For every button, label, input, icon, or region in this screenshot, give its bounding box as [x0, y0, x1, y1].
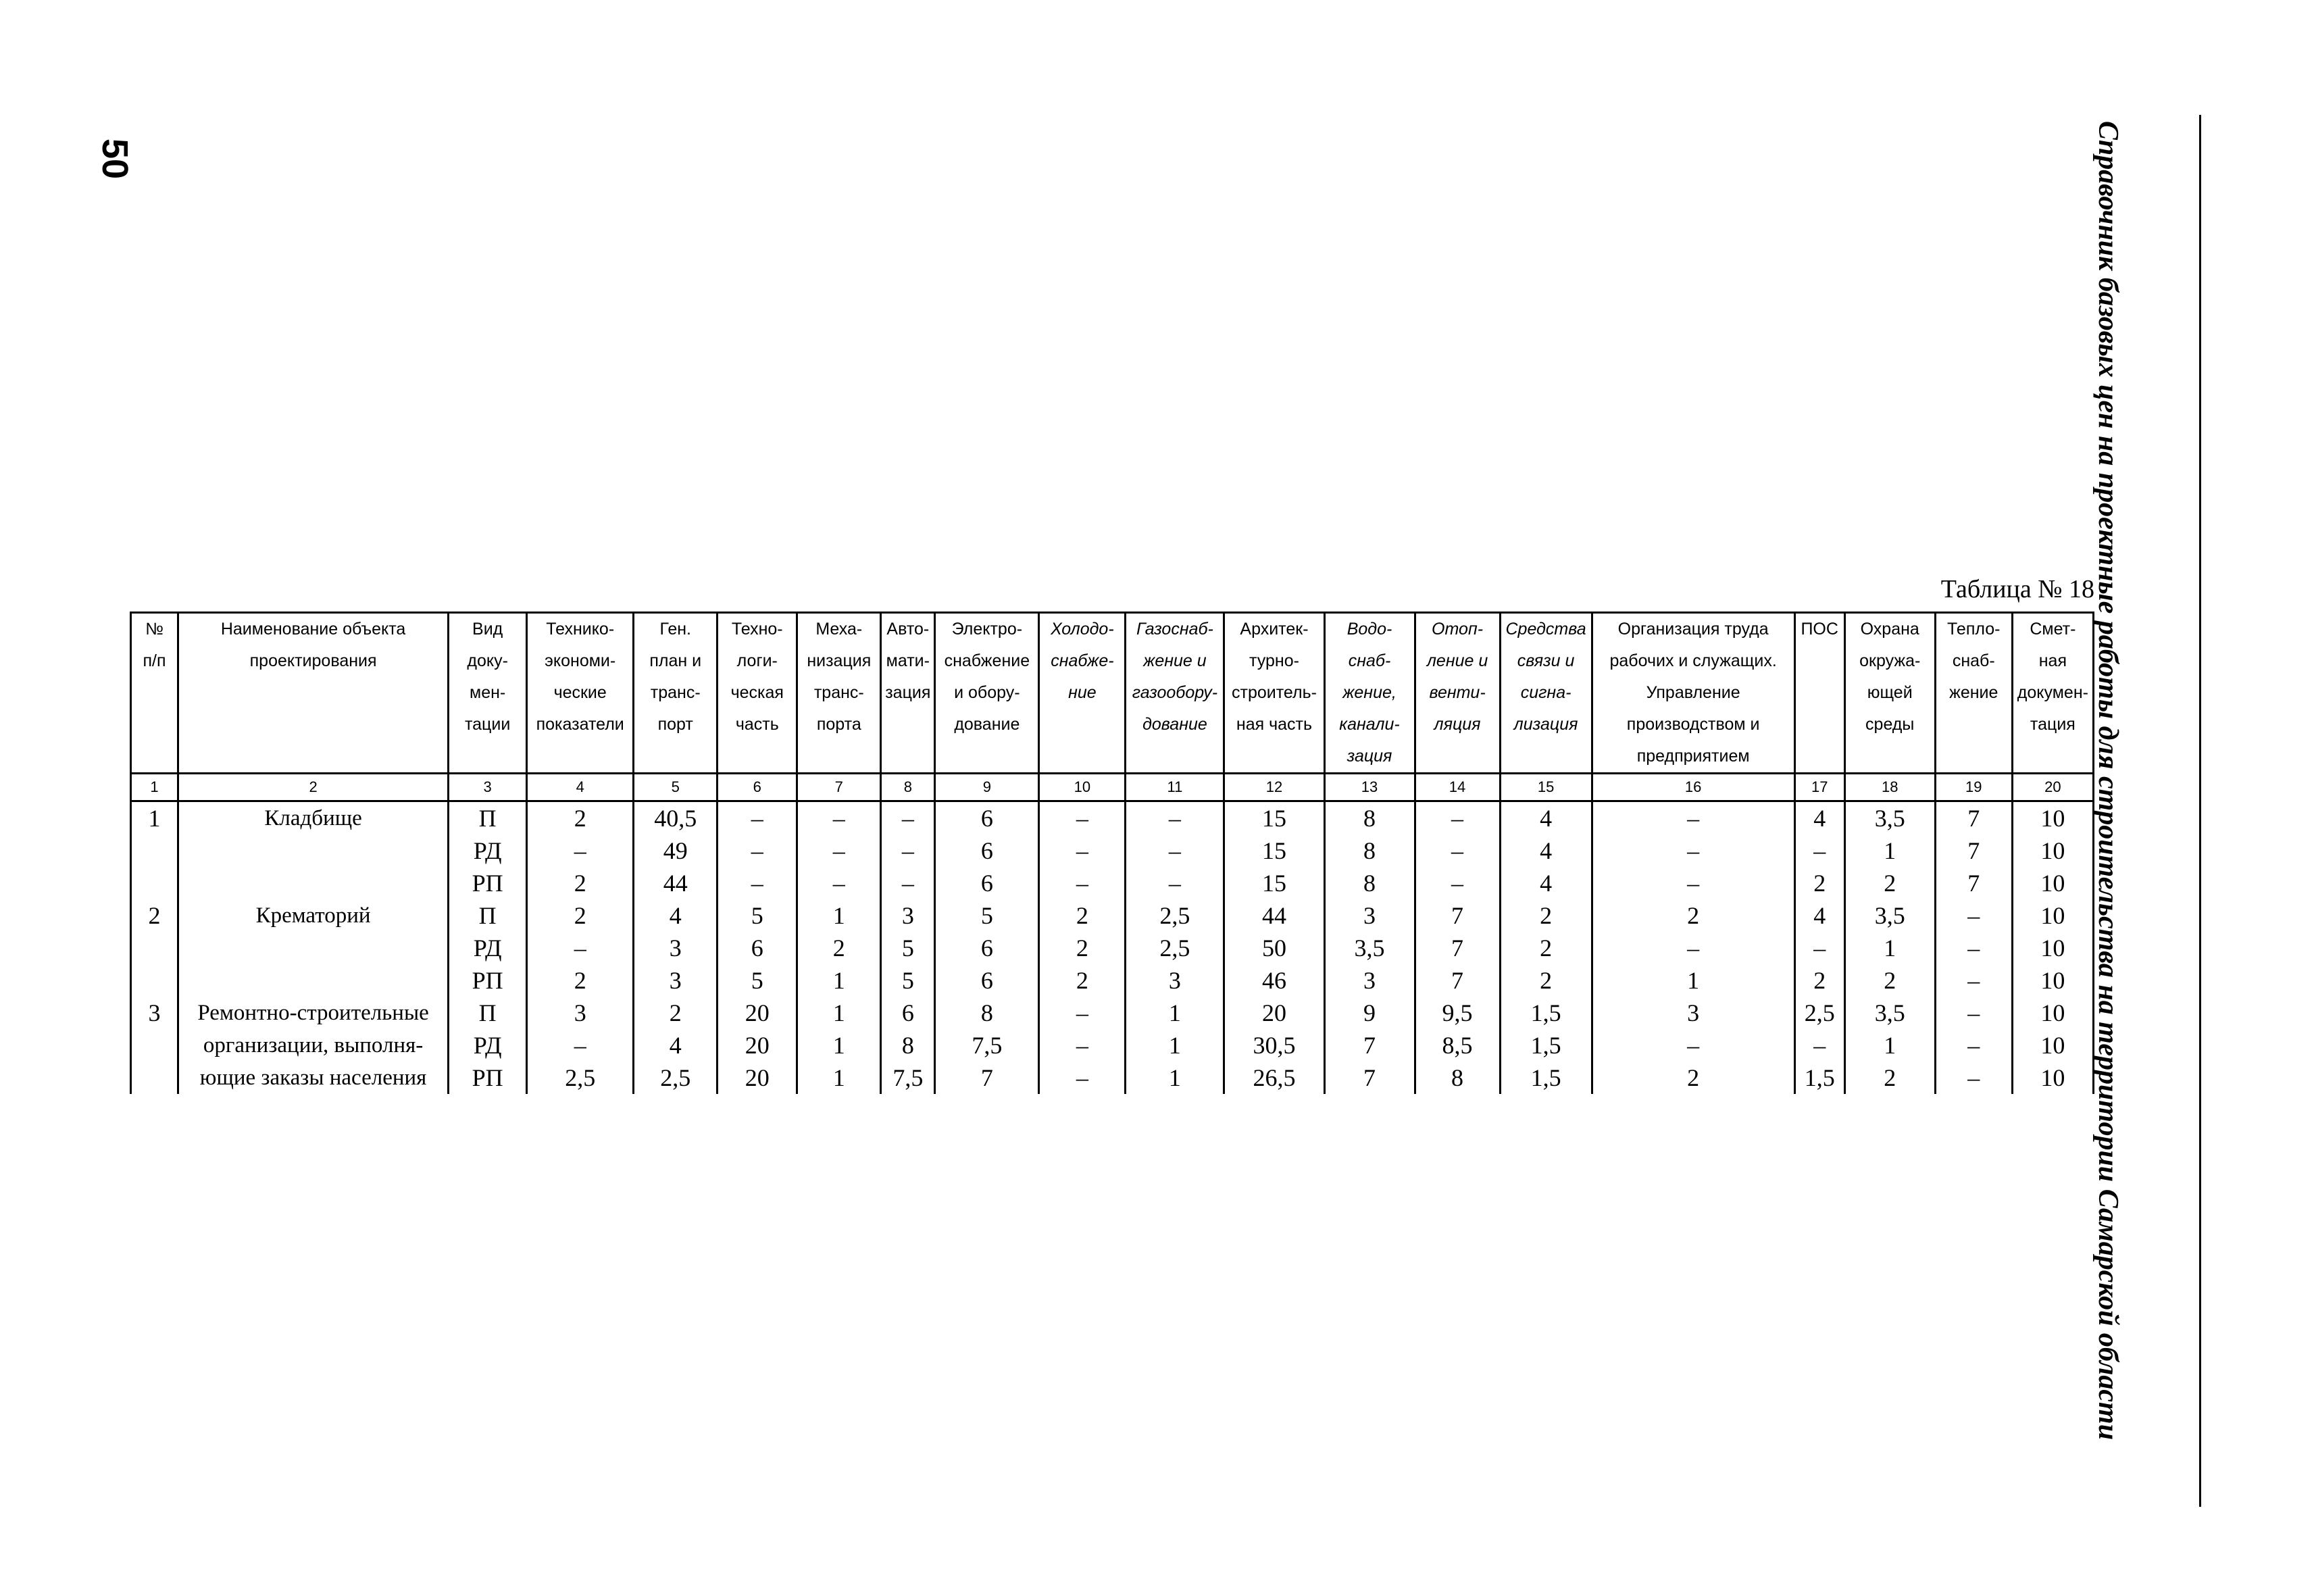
column-number: 10	[1039, 774, 1126, 801]
value-cell: –	[1039, 1029, 1126, 1062]
value-cell: 6	[881, 997, 935, 1029]
value-cell: 8	[1324, 867, 1415, 899]
value-cell: 1,5	[1500, 1029, 1592, 1062]
value-cell: 3	[1126, 964, 1224, 997]
value-cell: –	[1415, 834, 1500, 867]
value-cell: 2	[1039, 964, 1126, 997]
value-cell: 3,5	[1844, 899, 1935, 932]
column-header: Смет- ная докумен- тация	[2012, 613, 2093, 774]
value-cell: –	[1126, 867, 1224, 899]
value-cell: 7	[1415, 932, 1500, 964]
value-cell: 5	[718, 899, 797, 932]
value-cell: 8	[1324, 801, 1415, 835]
page-number: 50	[95, 139, 135, 180]
value-cell: 9,5	[1415, 997, 1500, 1029]
column-header: ПОС	[1794, 613, 1844, 774]
column-number: 20	[2012, 774, 2093, 801]
value-cell: 4	[634, 899, 718, 932]
header-rule	[2199, 115, 2201, 1507]
column-number-row	[131, 774, 2094, 801]
value-cell: 10	[2012, 964, 2093, 997]
value-cell: –	[1415, 801, 1500, 835]
value-cell: 1	[1592, 964, 1794, 997]
value-cell: 8	[935, 997, 1039, 1029]
value-cell: 3	[634, 964, 718, 997]
value-cell: 49	[634, 834, 718, 867]
value-cell: 2	[797, 932, 881, 964]
value-cell: 1	[1844, 932, 1935, 964]
value-cell: 2	[634, 997, 718, 1029]
value-cell: –	[881, 867, 935, 899]
value-cell: 20	[718, 1029, 797, 1062]
value-cell: 3,5	[1844, 801, 1935, 835]
column-header: Холодо- снабже- ние	[1039, 613, 1126, 774]
value-cell: 5	[718, 964, 797, 997]
column-header: Организация труда рабочих и служащих. Управление производством и предприятием	[1592, 613, 1794, 774]
row-number: 1	[131, 801, 178, 900]
value-cell: 7	[935, 1062, 1039, 1094]
column-number: 16	[1592, 774, 1794, 801]
doc-type-cell: РП	[449, 1062, 527, 1094]
value-cell: –	[1592, 801, 1794, 835]
value-cell: 7,5	[935, 1029, 1039, 1062]
value-cell: 1	[797, 964, 881, 997]
value-cell: –	[797, 867, 881, 899]
value-cell: 3,5	[1844, 997, 1935, 1029]
value-cell: –	[1935, 1029, 2012, 1062]
value-cell: 46	[1224, 964, 1324, 997]
value-cell: 1	[797, 997, 881, 1029]
value-cell: 6	[718, 932, 797, 964]
value-cell: 10	[2012, 834, 2093, 867]
column-header: Тепло- снаб- жение	[1935, 613, 2012, 774]
value-cell: 2	[1500, 899, 1592, 932]
value-cell: 5	[935, 899, 1039, 932]
value-cell: 10	[2012, 801, 2093, 835]
value-cell: –	[527, 932, 634, 964]
value-cell: –	[1592, 1029, 1794, 1062]
column-number: 19	[1935, 774, 2012, 801]
value-cell: 1	[1126, 1062, 1224, 1094]
value-cell: –	[1592, 867, 1794, 899]
value-cell: 2,5	[1794, 997, 1844, 1029]
row-number: 2	[131, 899, 178, 997]
value-cell: 15	[1224, 867, 1324, 899]
value-cell: 2,5	[1126, 932, 1224, 964]
column-number: 3	[449, 774, 527, 801]
value-cell: –	[1935, 964, 2012, 997]
value-cell: 1	[797, 899, 881, 932]
value-cell: 2	[1500, 964, 1592, 997]
value-cell: 1	[1126, 997, 1224, 1029]
value-cell: 2	[1794, 867, 1844, 899]
value-cell: 7	[1324, 1062, 1415, 1094]
value-cell: 8	[1324, 834, 1415, 867]
column-number: 7	[797, 774, 881, 801]
value-cell: 6	[935, 932, 1039, 964]
value-cell: 4	[1794, 899, 1844, 932]
value-cell: –	[1592, 834, 1794, 867]
value-cell: –	[1935, 932, 2012, 964]
table-row	[131, 899, 2094, 932]
value-cell: –	[1794, 932, 1844, 964]
value-cell: –	[1935, 899, 2012, 932]
value-cell: 1,5	[1500, 1062, 1592, 1094]
value-cell: 1,5	[1794, 1062, 1844, 1094]
doc-type-cell: РД	[449, 834, 527, 867]
value-cell: 8	[881, 1029, 935, 1062]
column-number: 4	[527, 774, 634, 801]
value-cell: 10	[2012, 1029, 2093, 1062]
doc-type-cell: РП	[449, 867, 527, 899]
value-cell: 1	[1844, 834, 1935, 867]
value-cell: 1,5	[1500, 997, 1592, 1029]
column-header: Отоп- ление и венти- ляция	[1415, 613, 1500, 774]
value-cell: 2	[1844, 964, 1935, 997]
value-cell: –	[718, 867, 797, 899]
value-cell: 2,5	[634, 1062, 718, 1094]
column-number: 12	[1224, 774, 1324, 801]
value-cell: 10	[2012, 1062, 2093, 1094]
doc-type-cell: РД	[449, 932, 527, 964]
column-number: 14	[1415, 774, 1500, 801]
column-number: 11	[1126, 774, 1224, 801]
column-number: 2	[178, 774, 449, 801]
value-cell: 3	[1324, 964, 1415, 997]
value-cell: –	[881, 834, 935, 867]
column-header: Газоснаб- жение и газообору- дование	[1126, 613, 1224, 774]
value-cell: 3	[1592, 997, 1794, 1029]
value-cell: 2	[527, 964, 634, 997]
column-number: 13	[1324, 774, 1415, 801]
value-cell: 2	[1592, 1062, 1794, 1094]
value-cell: –	[527, 834, 634, 867]
value-cell: 6	[935, 964, 1039, 997]
doc-type-cell: РП	[449, 964, 527, 997]
value-cell: 3,5	[1324, 932, 1415, 964]
value-cell: 4	[634, 1029, 718, 1062]
value-cell: 8	[1415, 1062, 1500, 1094]
column-number: 9	[935, 774, 1039, 801]
value-cell: –	[1794, 1029, 1844, 1062]
value-cell: –	[1794, 834, 1844, 867]
value-cell: 7	[1935, 867, 2012, 899]
column-header: Архитек- турно- строитель- ная часть	[1224, 613, 1324, 774]
value-cell: 4	[1500, 801, 1592, 835]
value-cell: 1	[1126, 1029, 1224, 1062]
value-cell: 2	[1794, 964, 1844, 997]
doc-type-cell: П	[449, 899, 527, 932]
value-cell: 2	[527, 899, 634, 932]
value-cell: 2	[1039, 932, 1126, 964]
value-cell: –	[1415, 867, 1500, 899]
column-header: № п/п	[131, 613, 178, 774]
value-cell: –	[1039, 1062, 1126, 1094]
value-cell: 5	[881, 932, 935, 964]
value-cell: 4	[1500, 834, 1592, 867]
column-number: 5	[634, 774, 718, 801]
value-cell: 7	[1935, 801, 2012, 835]
value-cell: 7	[1935, 834, 2012, 867]
column-header: Ген. план и транс- порт	[634, 613, 718, 774]
value-cell: 2	[527, 801, 634, 835]
column-number: 15	[1500, 774, 1592, 801]
column-header: Электро- снабжение и обору- дование	[935, 613, 1039, 774]
value-cell: 7	[1324, 1029, 1415, 1062]
value-cell: 5	[881, 964, 935, 997]
running-header: Справочник базовых цен на проектные работы для строительства на территории Самарской области	[2092, 120, 2123, 1441]
value-cell: 50	[1224, 932, 1324, 964]
value-cell: 3	[1324, 899, 1415, 932]
value-cell: 6	[935, 834, 1039, 867]
value-cell: –	[718, 801, 797, 835]
column-header: Наименование объекта проектирования	[178, 613, 449, 774]
value-cell: –	[718, 834, 797, 867]
value-cell: 6	[935, 801, 1039, 835]
value-cell: 4	[1794, 801, 1844, 835]
value-cell: 10	[2012, 867, 2093, 899]
value-cell: –	[1039, 997, 1126, 1029]
value-cell: 20	[1224, 997, 1324, 1029]
value-cell: 10	[2012, 997, 2093, 1029]
price-table	[130, 612, 2094, 1094]
value-cell: 30,5	[1224, 1029, 1324, 1062]
value-cell: 3	[527, 997, 634, 1029]
value-cell: 9	[1324, 997, 1415, 1029]
doc-type-cell: РД	[449, 1029, 527, 1062]
table-row	[131, 801, 2094, 835]
value-cell: 1	[797, 1029, 881, 1062]
value-cell: 4	[1500, 867, 1592, 899]
column-number: 17	[1794, 774, 1844, 801]
column-header: Вид доку- мен- тации	[449, 613, 527, 774]
value-cell: 1	[797, 1062, 881, 1094]
column-number: 8	[881, 774, 935, 801]
value-cell: –	[1039, 867, 1126, 899]
object-name: Ремонтно-строительные организации, выполня- ющие заказы населения	[178, 997, 449, 1094]
doc-type-cell: П	[449, 997, 527, 1029]
doc-type-cell: П	[449, 801, 527, 835]
column-number: 1	[131, 774, 178, 801]
value-cell: –	[1126, 834, 1224, 867]
value-cell: 2	[1592, 899, 1794, 932]
value-cell: –	[527, 1029, 634, 1062]
value-cell: 2,5	[1126, 899, 1224, 932]
value-cell: 20	[718, 997, 797, 1029]
value-cell: –	[1039, 834, 1126, 867]
value-cell: 2	[1039, 899, 1126, 932]
value-cell: 2	[527, 867, 634, 899]
value-cell: 2	[1500, 932, 1592, 964]
value-cell: –	[1126, 801, 1224, 835]
value-cell: 2	[1844, 867, 1935, 899]
value-cell: 44	[634, 867, 718, 899]
value-cell: 26,5	[1224, 1062, 1324, 1094]
value-cell: –	[797, 834, 881, 867]
column-header: Технико- экономи- ческие показатели	[527, 613, 634, 774]
value-cell: 40,5	[634, 801, 718, 835]
value-cell: 8,5	[1415, 1029, 1500, 1062]
column-header: Техно- логи- ческая часть	[718, 613, 797, 774]
value-cell: –	[1935, 997, 2012, 1029]
column-header: Охрана окружа- ющей среды	[1844, 613, 1935, 774]
value-cell: 44	[1224, 899, 1324, 932]
object-name: Кладбище	[178, 801, 449, 900]
value-cell: 15	[1224, 834, 1324, 867]
value-cell: 2	[1844, 1062, 1935, 1094]
value-cell: 3	[634, 932, 718, 964]
value-cell: –	[1592, 932, 1794, 964]
row-number: 3	[131, 997, 178, 1094]
column-header: Авто- мати- зация	[881, 613, 935, 774]
value-cell: –	[1935, 1062, 2012, 1094]
table-body	[131, 801, 2094, 1095]
column-header: Средства связи и сигна- лизация	[1500, 613, 1592, 774]
value-cell: 2,5	[527, 1062, 634, 1094]
value-cell: –	[881, 801, 935, 835]
value-cell: 6	[935, 867, 1039, 899]
value-cell: 3	[881, 899, 935, 932]
object-name: Крематорий	[178, 899, 449, 997]
value-cell: 20	[718, 1062, 797, 1094]
value-cell: 7	[1415, 964, 1500, 997]
value-cell: 7,5	[881, 1062, 935, 1094]
column-header: Меха- низация транс- порта	[797, 613, 881, 774]
value-cell: 7	[1415, 899, 1500, 932]
value-cell: 1	[1844, 1029, 1935, 1062]
table-row	[131, 997, 2094, 1029]
table-caption: Таблица № 18	[1940, 575, 2094, 603]
value-cell: –	[797, 801, 881, 835]
column-header: Водо- снаб- жение, канали- зация	[1324, 613, 1415, 774]
value-cell: 15	[1224, 801, 1324, 835]
column-number: 6	[718, 774, 797, 801]
value-cell: 10	[2012, 899, 2093, 932]
header-row	[131, 613, 2094, 774]
value-cell: –	[1039, 801, 1126, 835]
value-cell: 10	[2012, 932, 2093, 964]
column-number: 18	[1844, 774, 1935, 801]
